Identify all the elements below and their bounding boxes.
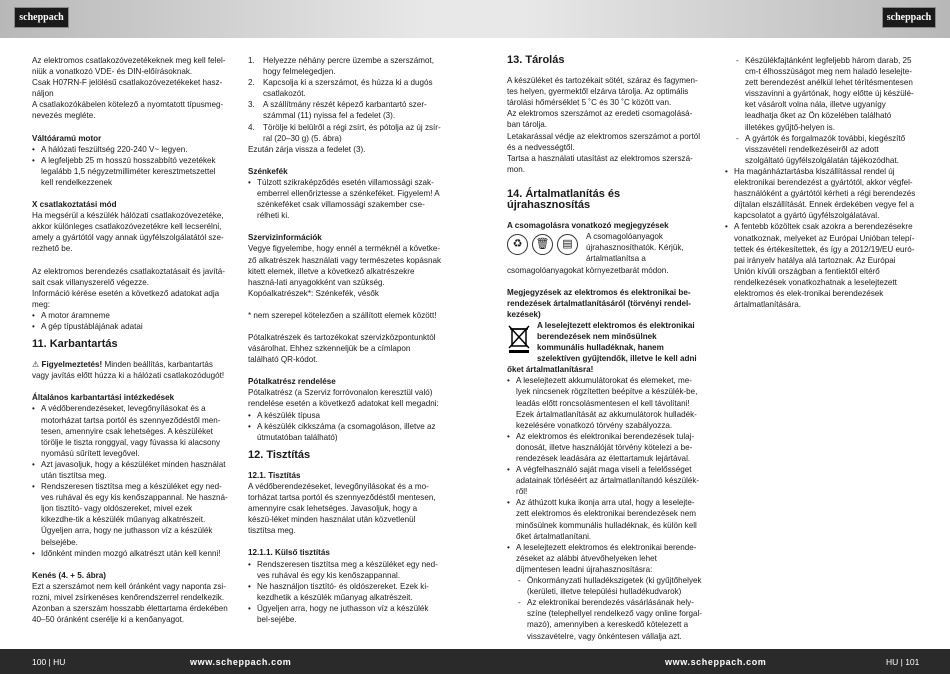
list-item: • A védőberendezéseket, levegőnyílásokat és a motorházat tartsa portól és szennyeződéstől men-tesen, amennyire csak lehetséges. A készüléket törölje le tiszta ronggyal, vagy fúvassa ki alacsony nyomású sűrített levegővel. bbox=[32, 403, 228, 458]
list-item: • A legfeljebb 25 m hosszú hosszabbító vezetékek legalább 1,5 négyzetmilliméter keresztmetszettel kell rendelkezzenek bbox=[32, 155, 228, 188]
subheading: 12.1. Tisztítás bbox=[248, 470, 301, 480]
list-item: • A fentebb közöltek csak azokra a berendezésekre vonatkoznak, melyeket az Európai Unióban telepí-tettek és értékesítettek, és így a 2012/19/EU euró-pai irányelv hatálya alá tartoznak. Az Európai Unión kívüli országban a fentiektől eltérő rendelkezések vonatkozhatnak a leselejtezett elektromos és elek-tronikai berendezések ártalmatlanítására. bbox=[725, 221, 918, 310]
paragraph: Információ kérése esetén a következő adatokat adja meg: bbox=[32, 288, 220, 309]
subheading: Szénkefék bbox=[248, 166, 288, 176]
bin-icon: 🗑 bbox=[532, 234, 553, 255]
list-item: 2. Kapcsolja ki a szerszámot, és húzza ki a dugós csatlakozót. bbox=[248, 78, 433, 99]
paragraph: Vegye figyelembe, hogy ennél a terméknél a követke-ző alkatrészek használati vagy természetes kopásnak kitett elemek, illetve a következő alkatrészekre haszná-lati anyagokként van szükség. bbox=[248, 244, 441, 287]
list-item: - Készülékfajtánként legfeljebb három darab, 25 cm-t élhosszúságot meg nem haladó leselejte-zett berendezést anélkül lehet térítésmentesen visszavinni a gyártónak, hogy előtte új készülé-ket vásárolt volna nála, illetve ugyanígy leadhatja őket az Ön közelében található illetékes gyűjtő-helyen is. bbox=[734, 55, 918, 133]
section-heading: 13. Tárolás bbox=[507, 54, 565, 66]
list-item: • Rendszeresen tisztítsa meg a készüléket egy ned-ves ruhával és egy kis kenőszappannal. bbox=[248, 559, 443, 581]
footer-bar bbox=[0, 649, 950, 674]
list-item: • Ne használjon tisztító- és oldószereket. Ezek ki-kezdhetik a készülék műanyag alkatrészeit. bbox=[248, 581, 443, 603]
list-item: • A készülék cikkszáma (a csomagoláson, illetve az útmutatóban található) bbox=[248, 421, 443, 443]
list-item: • Azt javasoljuk, hogy a készüléket minden használat után tisztítsa meg. bbox=[32, 459, 228, 481]
list-item: • A végfelhasználó saját maga viseli a felelősséget adatainak törléséért az ártalmatlanítandó készülék-ről! bbox=[507, 464, 703, 497]
subheading: Pótalkatrész rendelése bbox=[248, 377, 336, 387]
paragraph: A készüléket és tartozékait sötét, száraz és fagymen-tes helyen, gyermektől elzárva tárolja. Az optimális tárolási hőmérséklet 5 ˚C és 30 ˚C között van. bbox=[507, 76, 698, 108]
warning-paragraph: A leselejtezett elektromos és elektronikai berendezések nem minősülnek kommunális hulladéknak, hanem szelektíven gyűjtendők, illetve le kell adni őket ártalmatlanításra! bbox=[507, 320, 697, 375]
subheading: X csatlakoztatási mód bbox=[32, 200, 117, 210]
section-heading: 11. Karbantartás bbox=[32, 338, 118, 351]
paragraph: Csak H07RN-F jelölésű csatlakozóvezetékeket hasz-náljon bbox=[32, 78, 223, 99]
column-3 bbox=[507, 55, 703, 642]
list-item: • A motor áramneme bbox=[32, 310, 228, 321]
crossed-bin-icon bbox=[507, 324, 531, 354]
list-item: 1. Helyezze néhány percre üzembe a szerszámot, hogy felmelegedjen. bbox=[248, 56, 434, 77]
paragraph: A védőberendezéseket, levegőnyílásokat és a mo-torházat tartsa portól és szennyeződéstől mentesen, amennyire csak lehetséges. Javasoljuk, hogy a készü-léket minden használat után közvetlenül tisztítsa meg. bbox=[248, 482, 436, 536]
warning-paragraph: ⚠ Figyelmeztetés! Minden beállítás, karbantartás vagy javítás előtt húzza ki a hálózati csatlakozódugót! bbox=[32, 360, 225, 381]
paragraph: Ezután zárja vissza a fedelet (3). bbox=[248, 144, 366, 154]
list-item: • Időnként minden mozgó alkatrészt után kell kenni! bbox=[32, 548, 228, 559]
page-number-right: HU | 101 bbox=[886, 657, 920, 667]
paragraph: Kopóalkatrészek*: Szénkefék, vésők bbox=[248, 288, 379, 298]
list-item: • Az áthúzott kuka ikonja arra utal, hogy a leselejte-zett elektromos és elektronikai berendezések nem minősülnek kommunális hulladéknak, és külön kell őket ártalmatlanítani. bbox=[507, 497, 703, 541]
paragraph: Letakarással védje az elektromos szerszámot a portól és a nedvességtől. bbox=[507, 131, 700, 152]
section-heading: 12. Tisztítás bbox=[248, 448, 311, 461]
list-item: • Ügyeljen arra, hogy ne juthasson víz a készülék bel-sejébe. bbox=[248, 603, 443, 625]
paragraph: Az elektromos csatlakozóvezetékeknek meg kell felel-niük a vonatkozó VDE- és DIN-előírásoknak. bbox=[32, 56, 226, 77]
list-item: 4. Törölje ki belülről a régi zsírt, és pótolja az új zsír-ral (20–30 g) (5. ábra) bbox=[248, 122, 441, 143]
paragraph: Pótalkatrész (a Szerviz forróvonalon keresztül való) rendelése esetén a következő adatokat kell megadni: bbox=[248, 388, 439, 409]
paragraph: Ha megsérül a készülék hálózati csatlakozóvezetéke, akkor különleges csatlakozóvezetékre kell lecserélni, amely a gyártótól vagy annak ügyfélszolgálatától sze-rezhető be. bbox=[32, 211, 224, 254]
paragraph: A csomagolóanyagok újrahasznosíthatók. Kérjük, ártalmatlanítsa a csomagolóanyagokat környezetbarát módon. bbox=[507, 232, 684, 275]
paragraph: * nem szerepel kötelezően a szállított elemek között! bbox=[248, 310, 437, 320]
paragraph: Pótalkatrészek és tartozékokat szervizközpontunktól vásárolhat. Ehhez szkenneljük be a címlapon található QR-kódot. bbox=[248, 332, 436, 365]
list-item: - Önkormányzati hulladékszigetek (ki gyűjtőhelyek (kerületi, illetve települési hulladékudvarok) bbox=[516, 575, 703, 597]
list-item: - Az elektronikai berendezés vásárlásának hely-színe (telephellyel rendelkező vagy online forgal-mazó), amennyiben a kereskedő kötelezett a visszavételre, vagy önkéntesen vállalja azt. bbox=[516, 597, 703, 641]
column-1 bbox=[32, 55, 228, 625]
website-link-right[interactable]: www.scheppach.com bbox=[665, 657, 767, 667]
list-item: • Rendszeresen tisztítsa meg a készüléket egy ned-ves ruhával és egy kis kenőszappannal. Ne haszná-ljon tisztító- vagy oldószereket, mivel ezek kikezdhe-tik a készülék műanyag alkatrészeit. Ügyeljen arra, hogy ne juthasson víz a készülék belsejébe. bbox=[32, 481, 228, 548]
list-item: • A gép típustáblájának adatai bbox=[32, 321, 228, 332]
subheading: Általános karbantartási intézkedések bbox=[32, 393, 175, 403]
paper-icon: ▤ bbox=[557, 234, 578, 255]
section-heading: 14. Ártalmatlanítás és újrahasznosítás bbox=[507, 187, 621, 212]
warning-icon: ⚠ bbox=[32, 360, 42, 370]
paragraph: A csatlakozókábelen kötelező a nyomtatott típusmeg-nevezés megléte. bbox=[32, 100, 224, 121]
list-item: • A hálózati feszültség 220-240 V~ legyen. bbox=[32, 144, 228, 155]
list-item: - A gyártók és forgalmazók további, kiegészítő visszavételi rendelkezéseiről az adott szolgáltató ügyfélszolgálatán tájékozódhat. bbox=[734, 133, 918, 166]
top-banner bbox=[0, 0, 950, 38]
list-item: 3. A szállítmány részét képező karbantartó szer-számmal (11) nyissa fel a fedelet (3). bbox=[248, 100, 427, 121]
list-item: • A leselejtezett akkumulátorokat és elemeket, me-lyek nincsenek rögzítetten beépítve a készülék-be, leadás előtt roncsolásmentesen el kell távolítani! Ezek ártalmatlanítását az akkumulátorok hulladék-kezelésére vonatkozó törvény szabályozza. bbox=[507, 375, 703, 430]
subheading: Megjegyzések az elektromos és elektronikai be-rendezések ártalmatlanításáról (törvényi rendel-kezések) bbox=[507, 287, 691, 319]
recycle-icon: ♻ bbox=[507, 234, 528, 255]
subheading: Váltóáramú motor bbox=[32, 133, 102, 143]
brand-logo-right: scheppach bbox=[882, 7, 936, 28]
column-2 bbox=[248, 55, 443, 625]
subheading: A csomagolásra vonatkozó megjegyzések bbox=[507, 221, 669, 231]
subheading: Szervizinformációk bbox=[248, 233, 322, 243]
paragraph: Az elektromos berendezés csatlakoztatásait és javítá-sait csak villanyszerelő végezze. bbox=[32, 266, 225, 287]
paragraph: Az elektromos szerszámot az eredeti csomagolásá-ban tárolja. bbox=[507, 109, 693, 130]
page-number-left: 100 | HU bbox=[32, 657, 66, 667]
paragraph: Ezt a szerszámot nem kell óránként vagy naponta zsi-rozni, mivel zsírkenéses kenőrendszerrel rendelkezik. Azonban a szerszám hosszabb élettartama érdekében 40–50 óránként cserélje ki a kenőanyagot. bbox=[32, 581, 228, 625]
list-item: • Túlzott szikraképződés esetén villamossági szak-emberrel ellenőriztesse a szénkeféket. Figyelem! A szénkeféket csak villamossági szakember cse-rélheti ki. bbox=[248, 177, 443, 221]
list-item: • Az elektromos és elektronikai berendezések tulaj-donosát, illetve használóját törvény kötelezi a be-rendezések leadására az élettartamuk lejártával. bbox=[507, 431, 703, 464]
list-item: • A leselejtezett elektromos és elektronikai berende-zéseket az alábbi átvevőhelyeken lehet díjmentesen leadni újrahasznosításra: bbox=[507, 542, 703, 575]
column-4 bbox=[725, 55, 918, 310]
paragraph: Tartsa a használati utasítást az elektromos szerszá-mon. bbox=[507, 153, 693, 174]
list-item: • A készülék típusa bbox=[248, 410, 443, 421]
website-link-left[interactable]: www.scheppach.com bbox=[190, 657, 292, 667]
brand-logo-left: scheppach bbox=[14, 7, 69, 28]
subheading: Kenés (4. + 5. ábra) bbox=[32, 570, 107, 580]
list-item: • Ha magánháztartásba kiszállítással rendel új elektronikai berendezést a gyártótól, akkor végfel-használóként a gyártótól kérheti a régi berendezés díjtalan elszállítását. Ennek érdekében vegye fel a kapcsolatot a gyártó ügyfélszolgálatával. bbox=[725, 166, 918, 221]
recycling-icons bbox=[507, 234, 578, 255]
subheading: 12.1.1. Külső tisztítás bbox=[248, 548, 330, 558]
